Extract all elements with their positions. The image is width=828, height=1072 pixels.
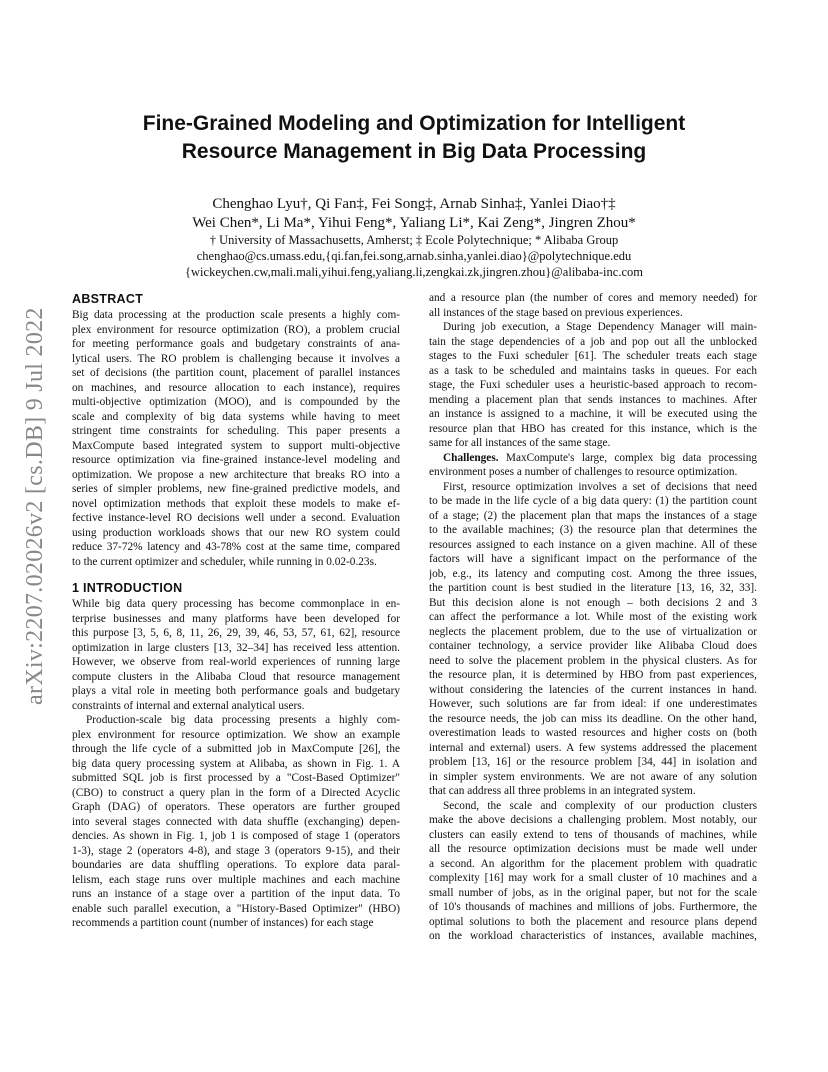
text-line: on the workload characteristics of instances, available machines, [429, 930, 757, 942]
text-line: recommends a partition count (number of instances) for each stage [72, 917, 374, 929]
text-line: scale and complexity of big data systems while having to meet [72, 410, 400, 423]
text-line: make the above decisions a challenging problem. Most notably, our [429, 814, 757, 826]
text-line: plays a vital role in meeting both performance goals and budgetary [72, 685, 400, 697]
text-line: set of decisions (the partition count, placement of parallel instances [72, 367, 400, 379]
text-line: an instance is assigned to a machine, it will be executed using the [429, 408, 757, 420]
text-line: job, e.g., its latency and computing cost. Among the three issues, [429, 567, 757, 580]
text-line: of a stage; (2) the placement plan that maps the instances of a stage [429, 509, 757, 522]
text-line: However, such solutions are far from ideal: if one underestimates [429, 698, 757, 710]
text-line: the partition count is best studied in the literature [13, 16, 32, 33]. [429, 582, 757, 594]
text-line: clusters can easily extend to tens of thousands of machines, while [429, 828, 757, 841]
text-line: Production-scale big data processing presents a highly com- [86, 714, 400, 726]
right-paragraph-4 [429, 799, 757, 944]
challenges-label: Challenges. [443, 451, 499, 464]
text-line: all the resource optimization decisions must be made well under [429, 843, 757, 855]
intro-paragraph-1 [72, 597, 400, 713]
challenges-text: MaxCompute's large, complex big data processing [498, 451, 757, 464]
challenges-paragraph [429, 451, 757, 480]
text-line: for meeting performance goals and budgetary constraints of ana- [72, 338, 400, 350]
left-column [72, 290, 400, 931]
text-line: the resource needs, the job can miss its deadline. On the other hand, [429, 712, 757, 725]
text-line: resource optimization via fine-grained instance-level modeling and [72, 454, 400, 466]
text-line: boundaries are data shuffling operations. To explore data paral- [72, 859, 400, 871]
text-line: Second, the scale and complexity of our production clusters [443, 799, 757, 812]
text-line: using production workloads shows that our new RO system could [72, 526, 400, 539]
text-line: without considering the latencies of the current instances in hand. [429, 683, 757, 696]
text-line: to the available machines; (3) the resource plan that determines the [429, 524, 757, 536]
text-line: factors will have a significant impact on the performance of the [429, 553, 757, 565]
text-line: on machines, and resource allocation to each instance), requires [72, 381, 400, 394]
text-line: container technology, a service provider like Alibaba Cloud does [429, 640, 757, 652]
text-line: multi-objective optimization (MOO), and is compounded by the [72, 396, 400, 408]
title-line-1: Fine-Grained Modeling and Optimization for Intelligent [142, 112, 686, 135]
text-line: dencies. As shown in Fig. 1, job 1 is composed of stage 1 (operators [72, 830, 400, 842]
text-line: However, we observe from real-world experiences of running large [72, 656, 400, 668]
text-line: terprise businesses and many platforms have been developed for [72, 612, 400, 625]
text-line: all instances of the stage based on previous experiences. [429, 306, 683, 319]
text-line: stages to the Fuxi scheduler [61]. The scheduler treats each stage [429, 350, 757, 362]
right-paragraph-1 [429, 320, 757, 451]
text-line: big data query processing system at Alibaba, as shown in Fig. 1. A [72, 757, 400, 770]
text-line: need to solve the placement problem in the physical clusters. As for [429, 654, 757, 667]
text-line: stringent time constraints for scheduling. This paper presents a [72, 425, 400, 437]
text-line: through the life cycle of a submitted job in MaxCompute [26], the [72, 743, 400, 755]
text-line: optimization. We propose a new architecture that breaks RO into a [72, 468, 400, 481]
text-line: runs an instance of a stage over a partition of the input data. To [72, 888, 400, 900]
text-line: to be made in the life cycle of a big data query: (1) the partition count [429, 495, 757, 507]
text-line: lytical users. The RO problem is challenging because it involves a [72, 352, 400, 365]
text-line: that can address all three problems in an integrated system. [429, 785, 696, 797]
text-line: can affect the performance a lot. While most of the existing work [429, 611, 757, 623]
text-line: Graph (DAG) of operators. These operators are further grouped [72, 801, 400, 813]
right-paragraph-3 [429, 480, 757, 799]
text-line: tain the stage dependencies of a job and pop out all the unblocked [429, 335, 757, 348]
text-line: of 10's thousands of machines and millions of jobs. Furthermore, the [429, 901, 757, 913]
affiliation-line-2: chenghao@cs.umass.edu,{qi.fan,fei.song,arnab.sinha,yanlei.diao}@polytechnique.edu [196, 249, 632, 263]
text-line: optimal solutions to both the placement and resource plans depend [429, 915, 757, 928]
title-line-2: Resource Management in Big Data Processing [181, 140, 647, 163]
text-line: optimization in large clusters [13, 32–34] has received less attention. [72, 641, 400, 654]
text-line: reduce 37-72% latency and 43-78% cost at the same time, compared [72, 541, 400, 553]
text-line: resource plan that HBO has created for this instance, which is the [429, 422, 757, 435]
text-line: First, resource optimization involves a set of decisions that need [443, 480, 757, 493]
text-line: problem [13, 16] or the resource problem [34, 44] in isolation and [429, 756, 757, 768]
abstract-heading: ABSTRACT [72, 292, 144, 306]
text-line: in simpler system environments. We are not aware of any solution [429, 770, 757, 783]
challenges-text-line-2: environment poses a number of challenges to resource optimization. [429, 466, 738, 478]
text-line: small number of jobs, as in the original paper, but not for the scale [429, 886, 757, 899]
abstract-body [72, 308, 400, 569]
text-line: a second. An algorithm for the placement problem with quadratic [429, 857, 757, 870]
text-line: and a resource plan (the number of cores and memory needed) for [429, 292, 757, 304]
text-line: mending a placement plan that sends instances to machines. After [429, 393, 757, 406]
text-line: as a task to be scheduled and maintains tasks in queues. For each [429, 364, 757, 377]
authors-line-2: Wei Chen*, Li Ma*, Yihui Feng*, Yaliang Li*, Kai Zeng*, Jingren Zhou* [192, 215, 636, 231]
text-line: resources assigned to each instance on a given machine. All of these [429, 538, 757, 551]
author-list [70, 195, 758, 233]
text-line: During job execution, a Stage Dependency Manager will main- [443, 321, 757, 333]
text-line: Big data processing at the production scale presents a highly com- [72, 309, 400, 321]
text-line: into several stages connected with data shuffle (exchanging) depen- [72, 815, 400, 828]
text-line: compute clusters in the Alibaba Cloud that resource management [72, 670, 400, 683]
text-line: neglects the placement problem, due to the use of virtualization or [429, 625, 757, 638]
affiliation-line-3: {wickeychen.cw,mali.mali,yihui.feng,yaliang.li,zengkai.zk,jingren.zhou}@alibaba-inc.com [185, 265, 643, 279]
text-line: lelism, each stage runs over multiple machines and each machine [72, 873, 400, 886]
text-line: (CBO) to construct a query plan in the form of a Directed Acyclic [72, 786, 400, 799]
authors-line-1: Chenghao Lyu†, Qi Fan‡, Fei Song‡, Arnab Sinha‡, Yanlei Diao†‡ [212, 196, 616, 212]
text-line: 1-3), stage 2 (operators 4-8), and stage 3 (operators 9-15), and their [72, 844, 400, 857]
text-line: plex environment for resource optimization (RO), a problem crucial [72, 323, 400, 336]
arxiv-identifier: arXiv:2207.02026v2 [cs.DB] 9 Jul 2022 [22, 307, 48, 705]
affiliations [70, 232, 758, 280]
text-line: stage, the Fuxi scheduler uses a heuristic-based approach to recom- [429, 379, 757, 391]
text-line: same for all instances of the same stage. [429, 437, 611, 449]
right-column [429, 291, 757, 944]
text-line: complexity [16] may work for a small cluster of 10 machines and a [429, 872, 757, 884]
text-line: plex environment for resource optimization. We show an example [72, 728, 400, 741]
text-line: fective instance-level RO decisions well under a second. Evaluation [72, 512, 400, 524]
paper-title [70, 110, 758, 166]
text-line: series of simpler problems, new fine-grained predictive models, and [72, 483, 400, 495]
text-line: overestimation leads to wasted resources and higher costs on (both [429, 727, 757, 739]
text-line: this purpose [3, 5, 6, 8, 11, 26, 29, 39, 46, 53, 57, 61, 62], resource [72, 627, 400, 639]
introduction-heading: 1 INTRODUCTION [72, 581, 183, 595]
text-line: the resource plan, it is determined by HBO from past experiences, [429, 669, 757, 681]
text-line: enable such parallel execution, a "History-Based Optimizer" (HBO) [72, 902, 400, 915]
text-line: submitted SQL job is first processed by a "Cost-Based Optimizer" [72, 772, 400, 784]
text-line: While big data query processing has become commonplace in en- [72, 598, 400, 610]
text-line: constraints of internal and external analytical users. [72, 699, 305, 712]
affiliation-line-1: † University of Massachusetts, Amherst; ‡ Ecole Polytechnique; * Alibaba Group [209, 233, 619, 247]
text-line: MaxCompute based integrated system to support multi-objective [72, 439, 400, 452]
text-line: to the current optimizer and scheduler, while running in 0.02-0.23s. [72, 555, 377, 568]
text-line: But this decision alone is not enough – both decisions 2 and 3 [429, 596, 757, 609]
text-line: internal and external) users. A few systems addressed the placement [429, 741, 757, 754]
intro-paragraph-2 [72, 713, 400, 931]
right-paragraph-0 [429, 291, 757, 320]
text-line: novel optimization methods that exploit these models to make ef- [72, 497, 400, 510]
